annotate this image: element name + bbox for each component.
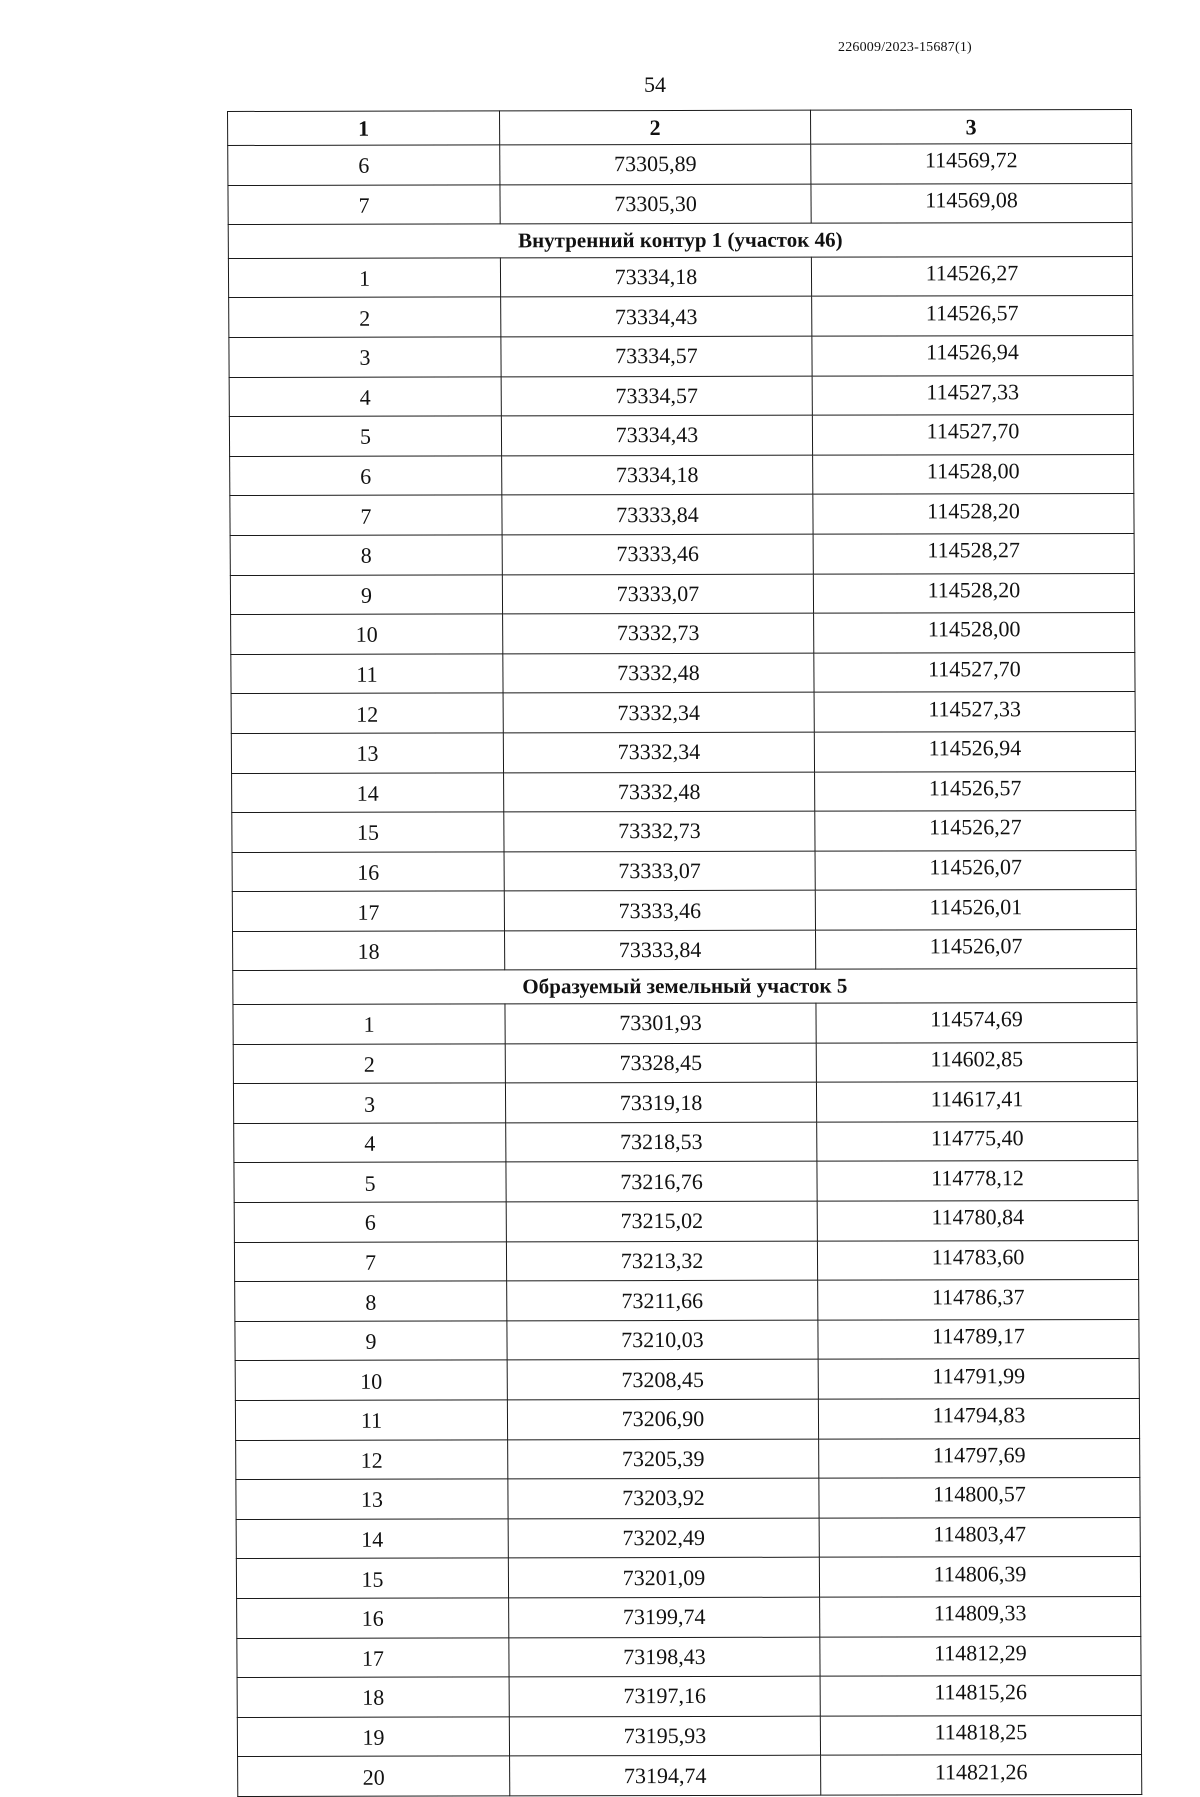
x-coordinate-cell: 73334,18 (502, 455, 813, 495)
x-coordinate-cell: 73213,32 (506, 1241, 817, 1281)
y-coordinate-cell: 114812,29 (820, 1636, 1141, 1676)
table-row (234, 1240, 1138, 1282)
point-number-cell: 6 (234, 1202, 506, 1242)
x-coordinate-cell: 73332,73 (504, 811, 815, 851)
x-coordinate-cell: 73199,74 (509, 1597, 820, 1637)
x-coordinate-cell: 73333,46 (502, 534, 813, 574)
table-row (228, 143, 1132, 185)
x-coordinate-cell: 73195,93 (509, 1716, 820, 1756)
point-number-cell: 8 (230, 535, 502, 575)
point-number-cell: 12 (236, 1439, 508, 1479)
y-coordinate-cell: 114569,08 (811, 183, 1132, 223)
y-coordinate-cell: 114527,33 (814, 692, 1135, 732)
x-coordinate-cell: 73332,34 (503, 732, 814, 772)
y-coordinate-cell: 114526,27 (815, 811, 1136, 851)
x-coordinate-cell: 73202,49 (508, 1518, 819, 1558)
table-row (235, 1398, 1139, 1440)
x-coordinate-cell: 73334,43 (501, 297, 812, 337)
table-row (232, 771, 1136, 813)
page-number: 54 (644, 72, 666, 97)
column-header-number: 1 (228, 111, 500, 146)
table-row (232, 890, 1136, 932)
x-coordinate-cell: 73305,30 (500, 184, 811, 224)
table-row (233, 929, 1137, 971)
x-coordinate-cell: 73208,45 (507, 1360, 818, 1400)
x-coordinate-cell: 73333,84 (502, 495, 813, 535)
x-coordinate-cell: 73305,89 (500, 144, 811, 184)
y-coordinate-cell: 114602,85 (816, 1042, 1137, 1082)
y-coordinate-cell: 114526,57 (815, 771, 1136, 811)
table-row (236, 1478, 1140, 1520)
point-number-cell: 17 (237, 1637, 509, 1677)
x-coordinate-cell: 73332,48 (504, 772, 815, 812)
x-coordinate-cell: 73301,93 (505, 1003, 816, 1043)
point-number-cell: 7 (234, 1242, 506, 1282)
x-coordinate-cell: 73201,09 (508, 1558, 819, 1598)
x-coordinate-cell: 73332,73 (503, 613, 814, 653)
table-row (234, 1121, 1138, 1163)
table-row (230, 494, 1134, 536)
y-coordinate-cell: 114809,33 (820, 1596, 1141, 1636)
point-number-cell: 7 (230, 495, 502, 535)
table-row (231, 692, 1135, 734)
table-row (236, 1517, 1140, 1559)
point-number-cell: 3 (229, 337, 501, 377)
y-coordinate-cell: 114818,25 (820, 1715, 1141, 1755)
x-coordinate-cell: 73205,39 (508, 1439, 819, 1479)
x-coordinate-cell: 73210,03 (507, 1320, 818, 1360)
point-number-cell: 14 (236, 1519, 508, 1559)
table-row (229, 415, 1133, 457)
x-coordinate-cell: 73206,90 (507, 1399, 818, 1439)
section-row (228, 223, 1132, 259)
point-number-cell: 18 (237, 1677, 509, 1717)
section-row (233, 969, 1137, 1005)
x-coordinate-cell: 73319,18 (505, 1082, 816, 1122)
y-coordinate-cell: 114794,83 (818, 1398, 1139, 1438)
point-number-cell: 12 (231, 693, 503, 733)
point-number-cell: 7 (228, 184, 500, 224)
y-coordinate-cell: 114526,07 (815, 850, 1136, 890)
table-row (235, 1319, 1139, 1361)
point-number-cell: 1 (228, 258, 500, 298)
point-number-cell: 9 (230, 574, 502, 614)
point-number-cell: 11 (235, 1400, 507, 1440)
table-row (231, 613, 1135, 655)
y-coordinate-cell: 114526,94 (814, 731, 1135, 771)
point-number-cell: 10 (231, 614, 503, 654)
point-number-cell: 18 (233, 931, 505, 971)
x-coordinate-cell: 73328,45 (505, 1043, 816, 1083)
x-coordinate-cell: 73211,66 (507, 1280, 818, 1320)
point-number-cell: 14 (232, 772, 504, 812)
point-number-cell: 13 (231, 733, 503, 773)
point-number-cell: 16 (237, 1598, 509, 1638)
point-number-cell: 5 (229, 416, 501, 456)
y-coordinate-cell: 114528,20 (813, 494, 1134, 534)
point-number-cell: 4 (229, 376, 501, 416)
point-number-cell: 5 (234, 1162, 506, 1202)
table-row (230, 454, 1134, 496)
table-row (229, 335, 1133, 377)
table-row (229, 296, 1133, 338)
table-row (237, 1636, 1141, 1678)
point-number-cell: 3 (233, 1083, 505, 1123)
table-row (237, 1596, 1141, 1638)
coordinates-table (227, 109, 1142, 1797)
table-row (231, 731, 1135, 773)
y-coordinate-cell: 114783,60 (817, 1240, 1138, 1280)
y-coordinate-cell: 114527,70 (814, 652, 1135, 692)
table-row (234, 1200, 1138, 1242)
y-coordinate-cell: 114527,70 (812, 415, 1133, 455)
table-row (233, 1003, 1137, 1045)
y-coordinate-cell: 114526,27 (811, 256, 1132, 296)
x-coordinate-cell: 73194,74 (510, 1756, 821, 1796)
y-coordinate-cell: 114775,40 (817, 1121, 1138, 1161)
x-coordinate-cell: 73216,76 (506, 1162, 817, 1202)
y-coordinate-cell: 114780,84 (817, 1200, 1138, 1240)
point-number-cell: 13 (236, 1479, 508, 1519)
y-coordinate-cell: 114526,94 (812, 335, 1133, 375)
y-coordinate-cell: 114574,69 (816, 1003, 1137, 1043)
y-coordinate-cell: 114528,00 (813, 454, 1134, 494)
point-number-cell: 2 (229, 297, 501, 337)
x-coordinate-cell: 73334,57 (501, 336, 812, 376)
table-row (235, 1280, 1139, 1322)
x-coordinate-cell: 73197,16 (509, 1676, 820, 1716)
x-coordinate-cell: 73198,43 (509, 1637, 820, 1677)
point-number-cell: 15 (232, 812, 504, 852)
y-coordinate-cell: 114791,99 (818, 1359, 1139, 1399)
point-number-cell: 2 (233, 1044, 505, 1084)
y-coordinate-cell: 114789,17 (818, 1319, 1139, 1359)
table-row (228, 256, 1132, 298)
x-coordinate-cell: 73333,07 (502, 574, 813, 614)
table-row (232, 811, 1136, 853)
x-coordinate-cell: 73215,02 (506, 1201, 817, 1241)
y-coordinate-cell: 114778,12 (817, 1161, 1138, 1201)
x-coordinate-cell: 73334,57 (501, 376, 812, 416)
section-title: Образуемый земельный участок 5 (233, 969, 1137, 1005)
x-coordinate-cell: 73334,18 (500, 257, 811, 297)
y-coordinate-cell: 114800,57 (819, 1478, 1140, 1518)
table-row (233, 1042, 1137, 1084)
table-row (230, 533, 1134, 575)
table-row (237, 1715, 1141, 1757)
point-number-cell: 15 (236, 1558, 508, 1598)
table-row (228, 183, 1132, 225)
table-row (229, 375, 1133, 417)
point-number-cell: 19 (237, 1717, 509, 1757)
y-coordinate-cell: 114526,01 (815, 890, 1136, 930)
table-row (233, 1082, 1137, 1124)
table-header-row (228, 109, 1132, 145)
y-coordinate-cell: 114803,47 (819, 1517, 1140, 1557)
y-coordinate-cell: 114526,57 (812, 296, 1133, 336)
y-coordinate-cell: 114569,72 (811, 143, 1132, 183)
table-row (238, 1755, 1142, 1797)
x-coordinate-cell: 73333,07 (504, 851, 815, 891)
table-row (236, 1557, 1140, 1599)
table-row (231, 652, 1135, 694)
y-coordinate-cell: 114815,26 (820, 1676, 1141, 1716)
x-coordinate-cell: 73203,92 (508, 1478, 819, 1518)
table-row (230, 573, 1134, 615)
point-number-cell: 8 (235, 1281, 507, 1321)
point-number-cell: 20 (238, 1756, 510, 1796)
document-reference: 226009/2023-15687(1) (838, 40, 972, 55)
table-row (234, 1161, 1138, 1203)
table-row (237, 1676, 1141, 1718)
y-coordinate-cell: 114806,39 (819, 1557, 1140, 1597)
table-body (228, 143, 1142, 1796)
table-row (232, 850, 1136, 892)
table-row (236, 1438, 1140, 1480)
point-number-cell: 11 (231, 654, 503, 694)
column-header-x: 2 (499, 110, 810, 145)
x-coordinate-cell: 73218,53 (506, 1122, 817, 1162)
point-number-cell: 4 (234, 1123, 506, 1163)
x-coordinate-cell: 73333,84 (505, 930, 816, 970)
table-row (235, 1359, 1139, 1401)
y-coordinate-cell: 114528,20 (813, 573, 1134, 613)
y-coordinate-cell: 114797,69 (819, 1438, 1140, 1478)
point-number-cell: 16 (232, 852, 504, 892)
point-number-cell: 6 (228, 145, 500, 185)
x-coordinate-cell: 73332,48 (503, 653, 814, 693)
point-number-cell: 10 (235, 1360, 507, 1400)
x-coordinate-cell: 73333,46 (504, 890, 815, 930)
y-coordinate-cell: 114528,00 (814, 613, 1135, 653)
section-title: Внутренний контур 1 (участок 46) (228, 223, 1132, 259)
y-coordinate-cell: 114526,07 (816, 929, 1137, 969)
column-header-y: 3 (810, 109, 1131, 144)
point-number-cell: 17 (232, 891, 504, 931)
point-number-cell: 9 (235, 1321, 507, 1361)
y-coordinate-cell: 114821,26 (821, 1755, 1142, 1795)
x-coordinate-cell: 73332,34 (503, 692, 814, 732)
y-coordinate-cell: 114786,37 (818, 1280, 1139, 1320)
point-number-cell: 6 (230, 456, 502, 496)
y-coordinate-cell: 114527,33 (812, 375, 1133, 415)
x-coordinate-cell: 73334,43 (501, 415, 812, 455)
y-coordinate-cell: 114617,41 (816, 1082, 1137, 1122)
point-number-cell: 1 (233, 1004, 505, 1044)
y-coordinate-cell: 114528,27 (813, 533, 1134, 573)
